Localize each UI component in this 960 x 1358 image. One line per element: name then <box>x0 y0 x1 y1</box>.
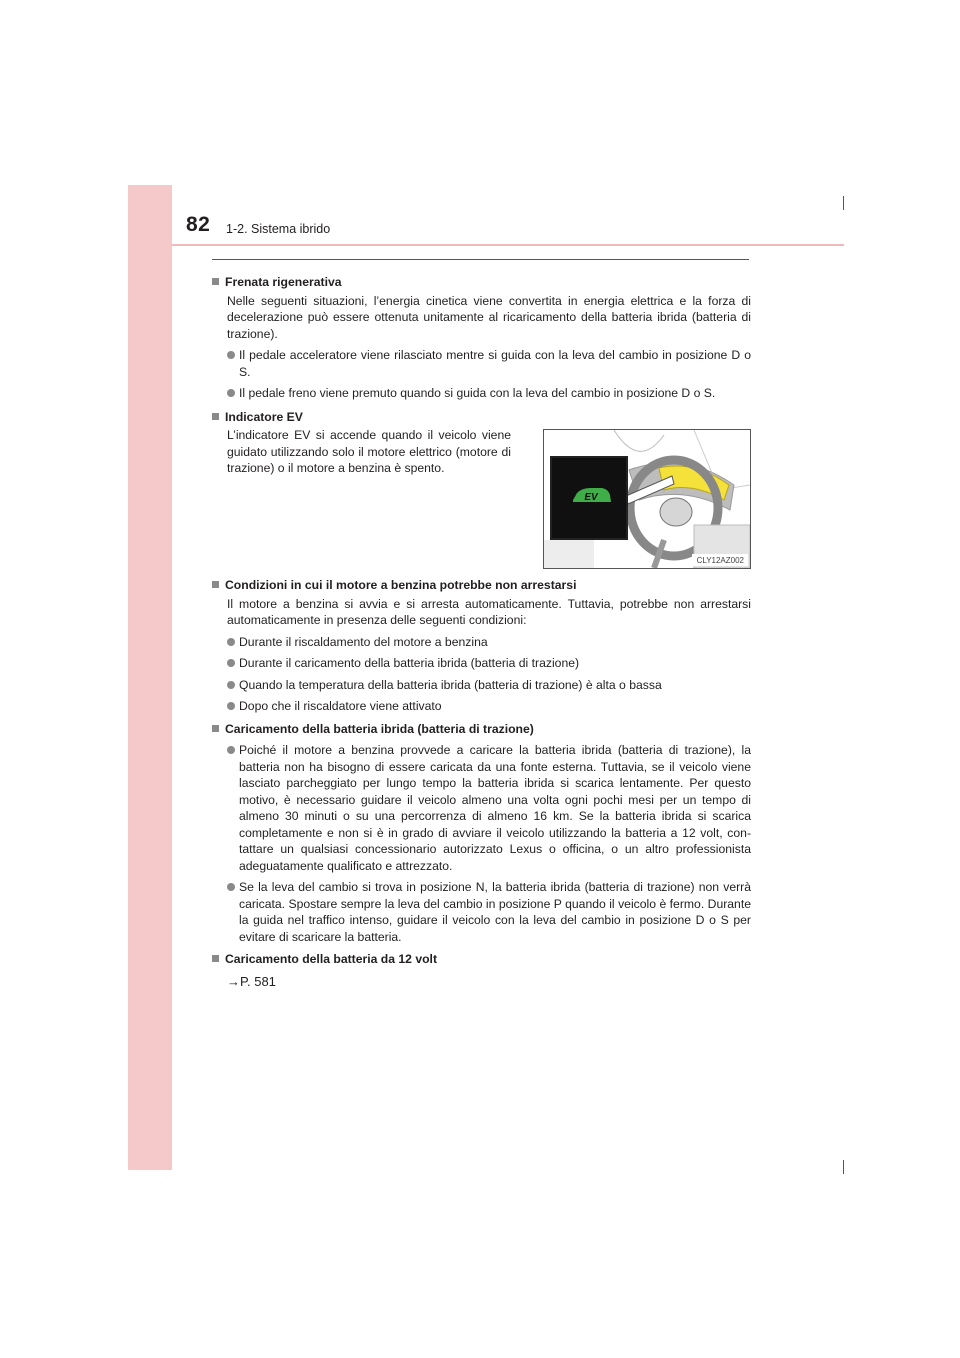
paragraph: Il motore a benzina si avvia e si arresta automaticamente. Tuttavia, potrebbe non arrestarsi automaticamente in presenza delle seguenti condizioni: <box>227 596 751 627</box>
heading-caricamento: Caricamento della batteria ibrida (batteria di trazione) <box>212 721 751 738</box>
heading-frenata: Frenata rigenerativa <box>212 274 751 291</box>
list-item: Se la leva del cambio si trova in posizione N, la batteria ibrida (batteria di trazione) non verrà caricata. Spostare sempre la leva del cambio in posizione P quando il veicolo è fermo. Durante la guida nel traffico intenso, guidare il veicolo con la leva del cambio in posizione D o S per evitare di scaricare la batteria. <box>227 879 751 945</box>
round-bullet-icon <box>227 659 235 667</box>
square-bullet-icon <box>212 278 219 285</box>
ev-row <box>212 427 751 569</box>
paragraph: Nelle seguenti situazioni, l’energia cinetica viene convertita in energia elettrica e la forza di decelerazione può essere ottenuta unitamente al ricaricamento della batteria ibrida (batteria di trazione). <box>227 293 751 341</box>
ev-badge-label: EV <box>584 492 598 503</box>
heading-condizioni: Condizioni in cui il motore a benzina potrebbe non arrestarsi <box>212 577 751 594</box>
dashboard-illustration <box>544 430 750 568</box>
figure-code: CLY12AZ002 <box>696 556 744 565</box>
list-item: Il pedale freno viene premuto quando si guida con la leva del cambio in posizione D o S. <box>227 385 751 402</box>
round-bullet-icon <box>227 702 235 710</box>
list-item: Quando la temperatura della batteria ibrida (batteria di trazione) è alta o bassa <box>227 677 751 694</box>
section-title: 1-2. Sistema ibrido <box>226 222 331 236</box>
square-bullet-icon <box>212 581 219 588</box>
page-number: 82 <box>186 213 211 236</box>
round-bullet-icon <box>227 638 235 646</box>
ev-indicator-figure <box>543 429 751 569</box>
list-item: Dopo che il riscaldatore viene attivato <box>227 698 751 715</box>
round-bullet-icon <box>227 389 235 397</box>
round-bullet-icon <box>227 351 235 359</box>
square-bullet-icon <box>212 725 219 732</box>
crop-mark <box>843 1160 844 1174</box>
page-reference-link[interactable]: →P. 581 <box>227 973 276 989</box>
side-tab-band <box>128 185 172 1170</box>
round-bullet-icon <box>227 746 235 754</box>
list-item: Il pedale acceleratore viene rilasciato mentre si guida con la leva del cambio in posizione D o S. <box>227 347 751 380</box>
round-bullet-icon <box>227 883 235 891</box>
square-bullet-icon <box>212 955 219 962</box>
crop-mark <box>843 196 844 210</box>
header-rule <box>172 244 844 246</box>
heading-batteria12: Caricamento della batteria da 12 volt <box>212 951 751 968</box>
square-bullet-icon <box>212 413 219 420</box>
round-bullet-icon <box>227 681 235 689</box>
heading-ev: Indicatore EV <box>212 409 751 426</box>
list-item: Poiché il motore a benzina provvede a caricare la batteria ibrida (batteria di trazione), la batteria non ha bisogno di essere caricata da una fonte esterna. Tuttavia, se il veicolo viene lasciato parcheggiato per lungo tempo la batteria ibrida si scarica lentamente. Per questo motivo, è necessario guidare il veicolo almeno una volta ogni pochi mesi per un tempo di almeno 30 minuti o su una percorrenza di almeno 16 km. Se la batteria ibrida si scarica completamente e non si è in grado di avviare il veicolo utilizzando la batteria a 12 volt, con-tattare un qualsiasi concessionario autorizzato Lexus o officina, o un altro professionista adeguatamente qualificato e attrezzato. <box>227 742 751 874</box>
paragraph: L’indicatore EV si accende quando il veicolo viene guidato utilizzando solo il motore elettrico (motore di trazione) o il motore a benzina è spento. <box>227 428 511 475</box>
page-content <box>212 270 751 990</box>
content-top-rule <box>212 259 749 260</box>
list-item: Durante il caricamento della batteria ibrida (batteria di trazione) <box>227 655 751 672</box>
list-item: Durante il riscaldamento del motore a benzina <box>227 634 751 651</box>
